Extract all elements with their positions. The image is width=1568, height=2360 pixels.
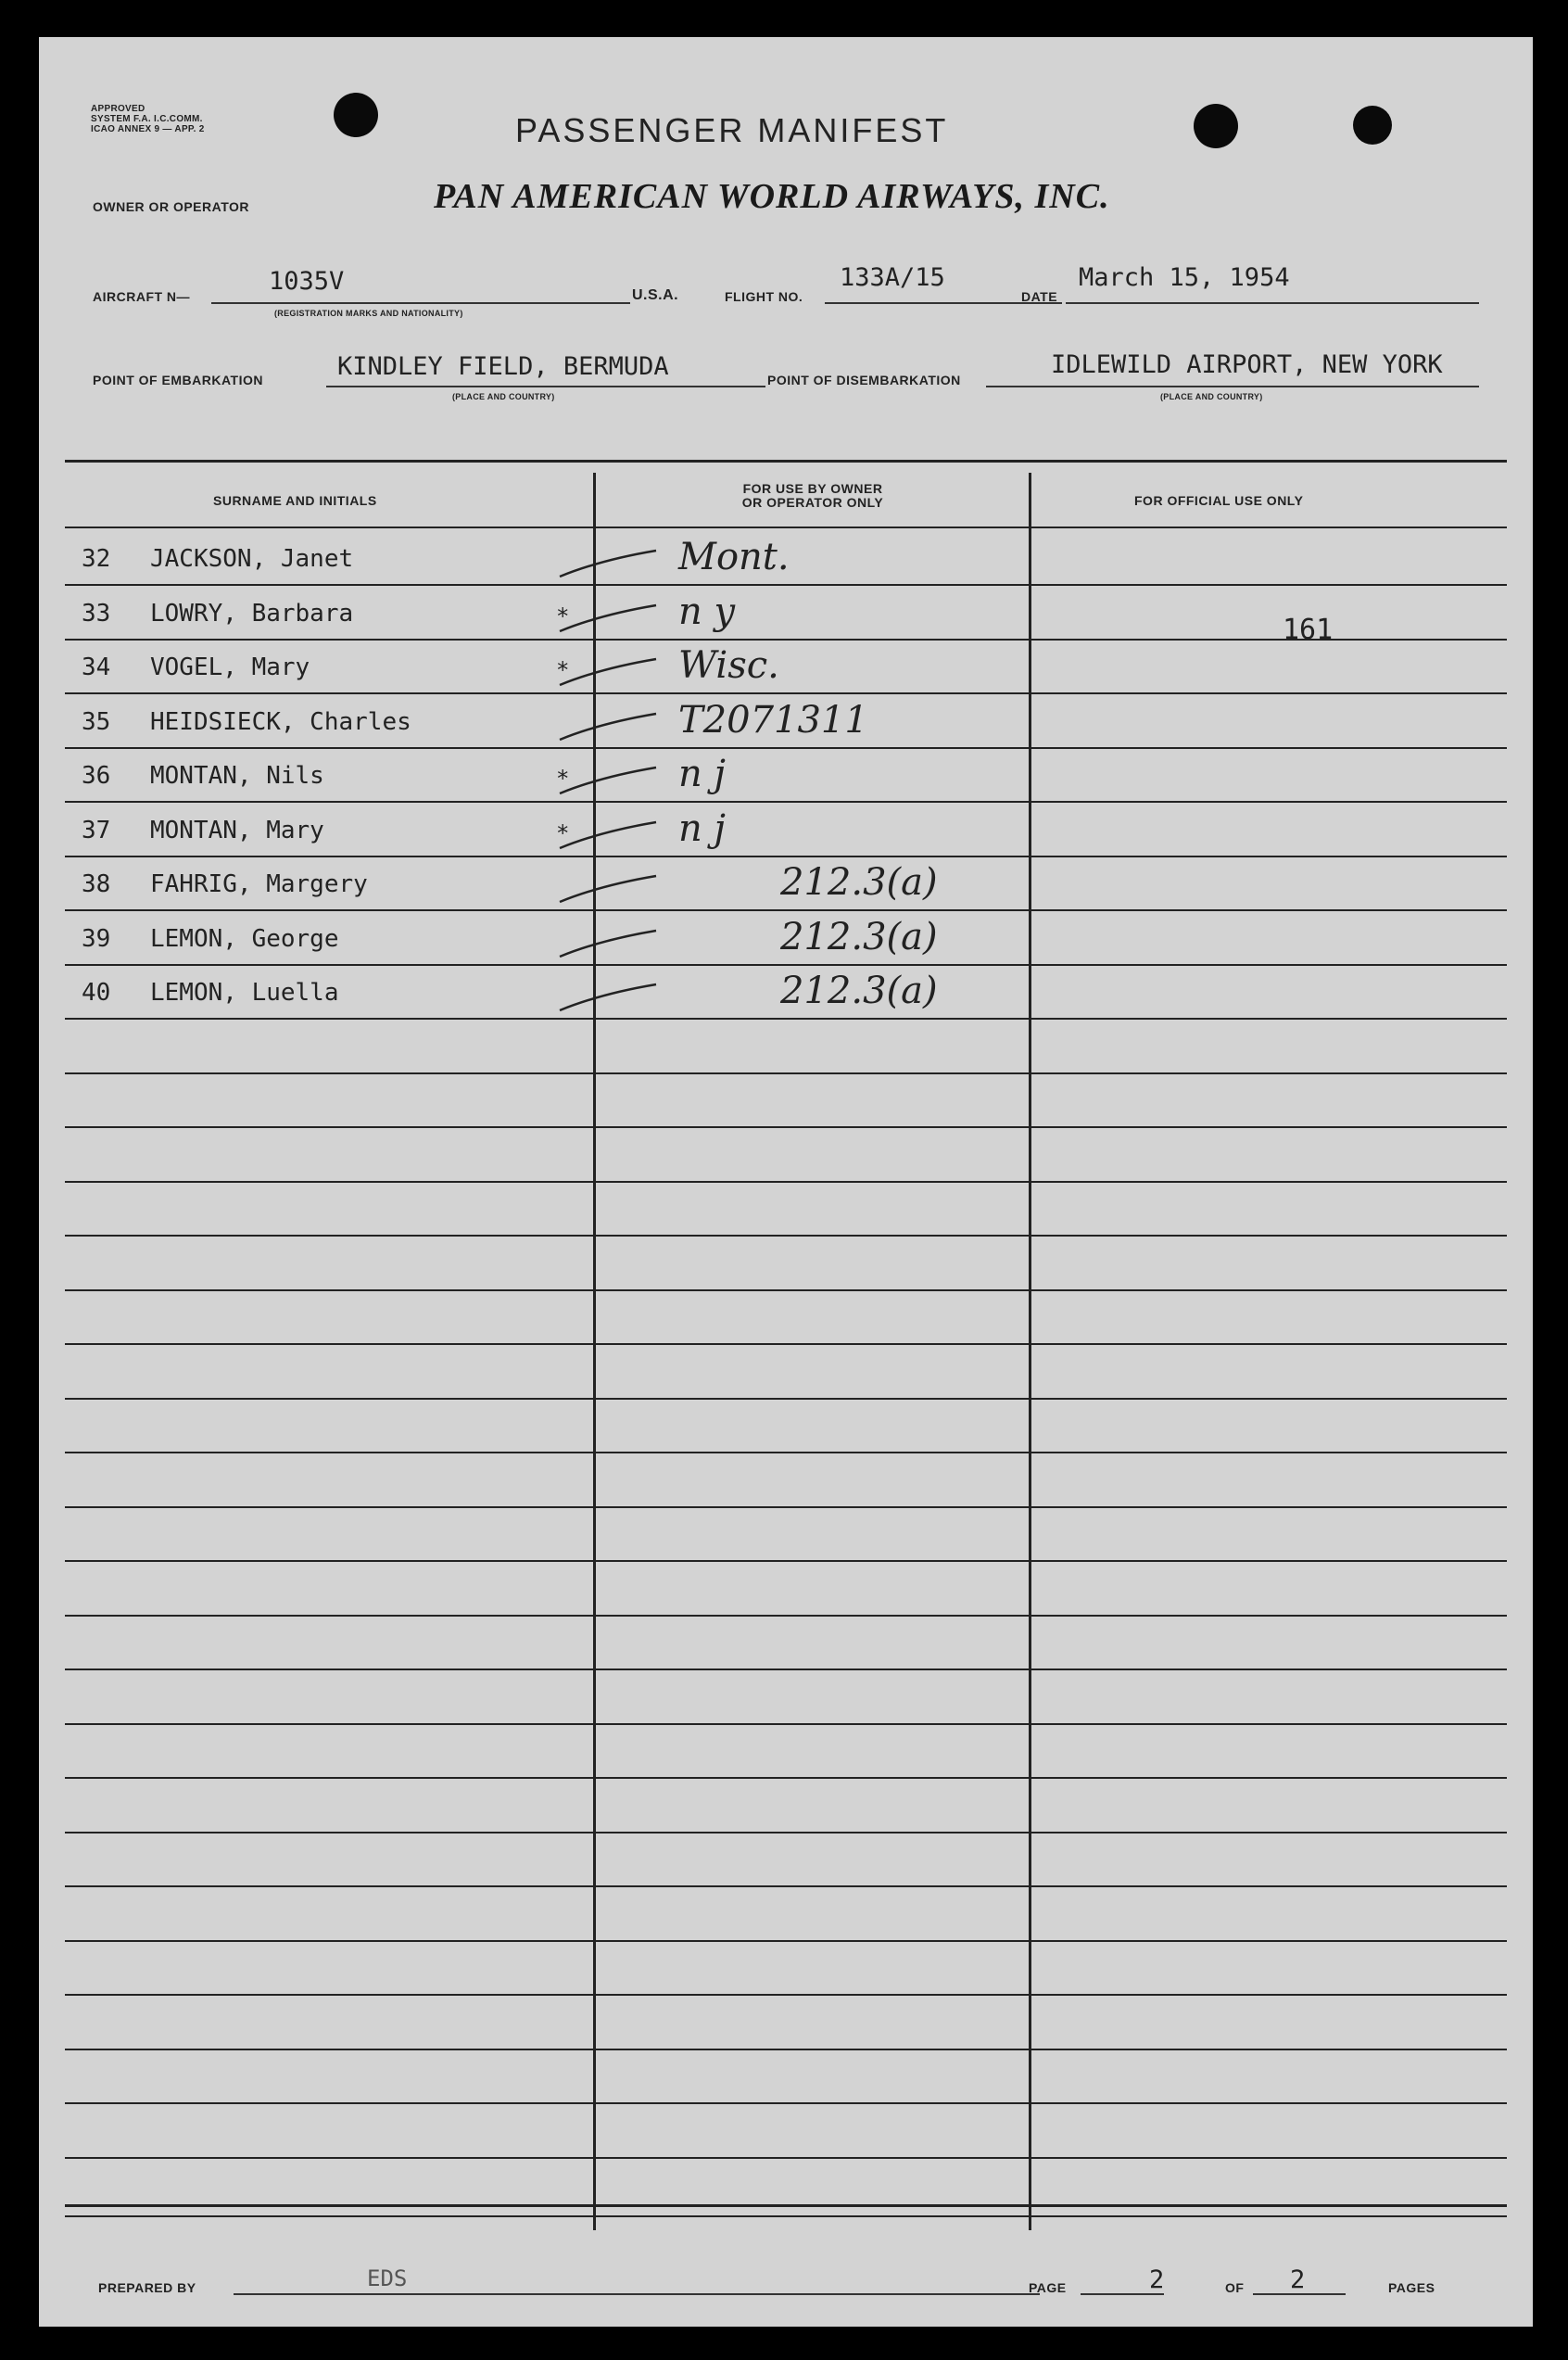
table-header-rule [65,527,1507,528]
passenger-name: MONTAN, Nils [150,762,324,790]
row-rule [65,1560,1507,1562]
embarkation-label: POINT OF EMBARKATION [93,373,263,387]
check-mark [554,657,665,694]
disembarkation-label: POINT OF DISEMBARKATION [767,373,961,387]
embarkation-underline [326,386,765,387]
passenger-name: VOGEL, Mary [150,653,310,681]
owner-note: 212.3(a) [780,916,938,958]
form-title: PASSENGER MANIFEST [515,111,949,149]
passenger-name: LEMON, George [150,925,339,953]
passenger-number: 38 [82,870,111,898]
registration-caption: (REGISTRATION MARKS AND NATIONALITY) [274,309,463,318]
page-label: PAGE [1029,2280,1067,2295]
prepared-by-label: PREPARED BY [98,2280,196,2295]
passenger-number: 36 [82,762,111,790]
row-rule [65,1668,1507,1670]
aircraft-underline [211,302,630,304]
owner-column-line-1: FOR USE BY OWNER [742,481,883,496]
row-rule [65,1885,1507,1887]
passenger-number: 39 [82,925,111,953]
passenger-name: HEIDSIECK, Charles [150,708,411,736]
date-label: DATE [1021,289,1058,304]
passenger-mark: * [556,766,570,792]
manifest-page [39,37,1533,2327]
table-row [39,916,1533,971]
punch-hole-right [1194,104,1238,148]
disembarkation-value: IDLEWILD AIRPORT, NEW YORK [1051,350,1443,379]
passenger-name: JACKSON, Janet [150,545,354,573]
official-column-header: FOR OFFICIAL USE ONLY [1134,493,1304,508]
date-underline [1066,302,1479,304]
row-rule [65,1181,1507,1183]
embarkation-value: KINDLEY FIELD, BERMUDA [337,352,669,381]
owner-note: n j [678,807,726,850]
passenger-number: 37 [82,817,111,844]
table-bottom-rule [65,2204,1507,2207]
check-mark [554,549,665,586]
owner-note: n j [678,753,726,795]
disembarkation-caption: (PLACE AND COUNTRY) [1160,392,1263,401]
table-top-rule [65,460,1507,463]
row-rule [65,1940,1507,1942]
aircraft-value: 1035V [269,267,345,296]
table-row [39,536,1533,591]
flight-label: FLIGHT NO. [725,289,803,304]
approval-stamp [91,104,211,134]
passenger-mark: * [556,820,570,846]
row-rule [65,1994,1507,1996]
prepared-by-value: EDS [367,2265,408,2291]
passenger-number: 33 [82,600,111,628]
table-row [39,699,1533,755]
prepared-by-underline [234,2293,1040,2295]
passenger-name: FAHRIG, Margery [150,870,368,898]
surname-column-header: SURNAME AND INITIALS [213,493,377,508]
page-value: 2 [1149,2265,1165,2294]
owner-column-line-2: OR OPERATOR ONLY [741,495,884,510]
total-pages-value: 2 [1290,2265,1306,2294]
passenger-mark: * [556,603,570,629]
approval-line-2: SYSTEM F.A. I.C.COMM. [91,114,203,124]
flight-value: 133A/15 [840,263,945,292]
passenger-name: MONTAN, Mary [150,817,324,844]
row-rule [65,1723,1507,1725]
date-value: March 15, 1954 [1079,263,1290,292]
owner-note: n y [678,590,736,633]
passenger-number: 34 [82,653,111,681]
row-rule [65,1452,1507,1453]
row-rule [65,1398,1507,1400]
row-rule [65,2102,1507,2104]
row-rule [65,1343,1507,1345]
official-number: 161 [1283,614,1334,646]
row-rule [65,1126,1507,1128]
owner-note: 212.3(a) [780,861,938,904]
passenger-mark: * [556,657,570,683]
check-mark [554,874,665,911]
row-rule [65,1615,1507,1617]
pages-label: PAGES [1388,2280,1435,2295]
table-row [39,970,1533,1025]
row-rule [65,1235,1507,1237]
check-mark [554,983,665,1020]
owner-label: OWNER OR OPERATOR [93,199,249,214]
table-row [39,644,1533,700]
row-rule [65,2157,1507,2159]
footer-rule [65,2215,1507,2217]
row-rule [65,2049,1507,2050]
punch-hole-left [334,93,378,137]
owner-note: T2071311 [678,699,868,742]
aircraft-label: AIRCRAFT N— [93,289,191,304]
passenger-number: 40 [82,979,111,1007]
approval-line-3: ICAO ANNEX 9 — APP. 2 [91,124,205,134]
row-rule [65,1289,1507,1291]
passenger-number: 32 [82,545,111,573]
check-mark [554,766,665,803]
owner-column-header [597,482,1029,510]
owner-note: Mont. [678,536,790,578]
passenger-name: LOWRY, Barbara [150,600,354,628]
row-rule [65,1777,1507,1779]
passenger-number: 35 [82,708,111,736]
check-mark [554,712,665,749]
operator-name: PAN AMERICAN WORLD AIRWAYS, INC. [434,177,1110,216]
passenger-name: LEMON, Luella [150,979,339,1007]
row-rule [65,1832,1507,1833]
usa-label: U.S.A. [632,287,679,303]
table-row [39,861,1533,917]
approval-line-1: APPROVED [91,104,145,114]
disembarkation-underline [986,386,1479,387]
check-mark [554,929,665,966]
row-rule [65,1506,1507,1508]
table-row [39,807,1533,863]
table-row [39,753,1533,808]
check-mark [554,820,665,857]
embarkation-caption: (PLACE AND COUNTRY) [452,392,555,401]
owner-note: 212.3(a) [780,970,938,1012]
of-label: OF [1225,2280,1245,2295]
punch-hole-right-2 [1353,106,1392,145]
owner-note: Wisc. [678,644,779,687]
check-mark [554,603,665,641]
row-rule [65,1072,1507,1074]
